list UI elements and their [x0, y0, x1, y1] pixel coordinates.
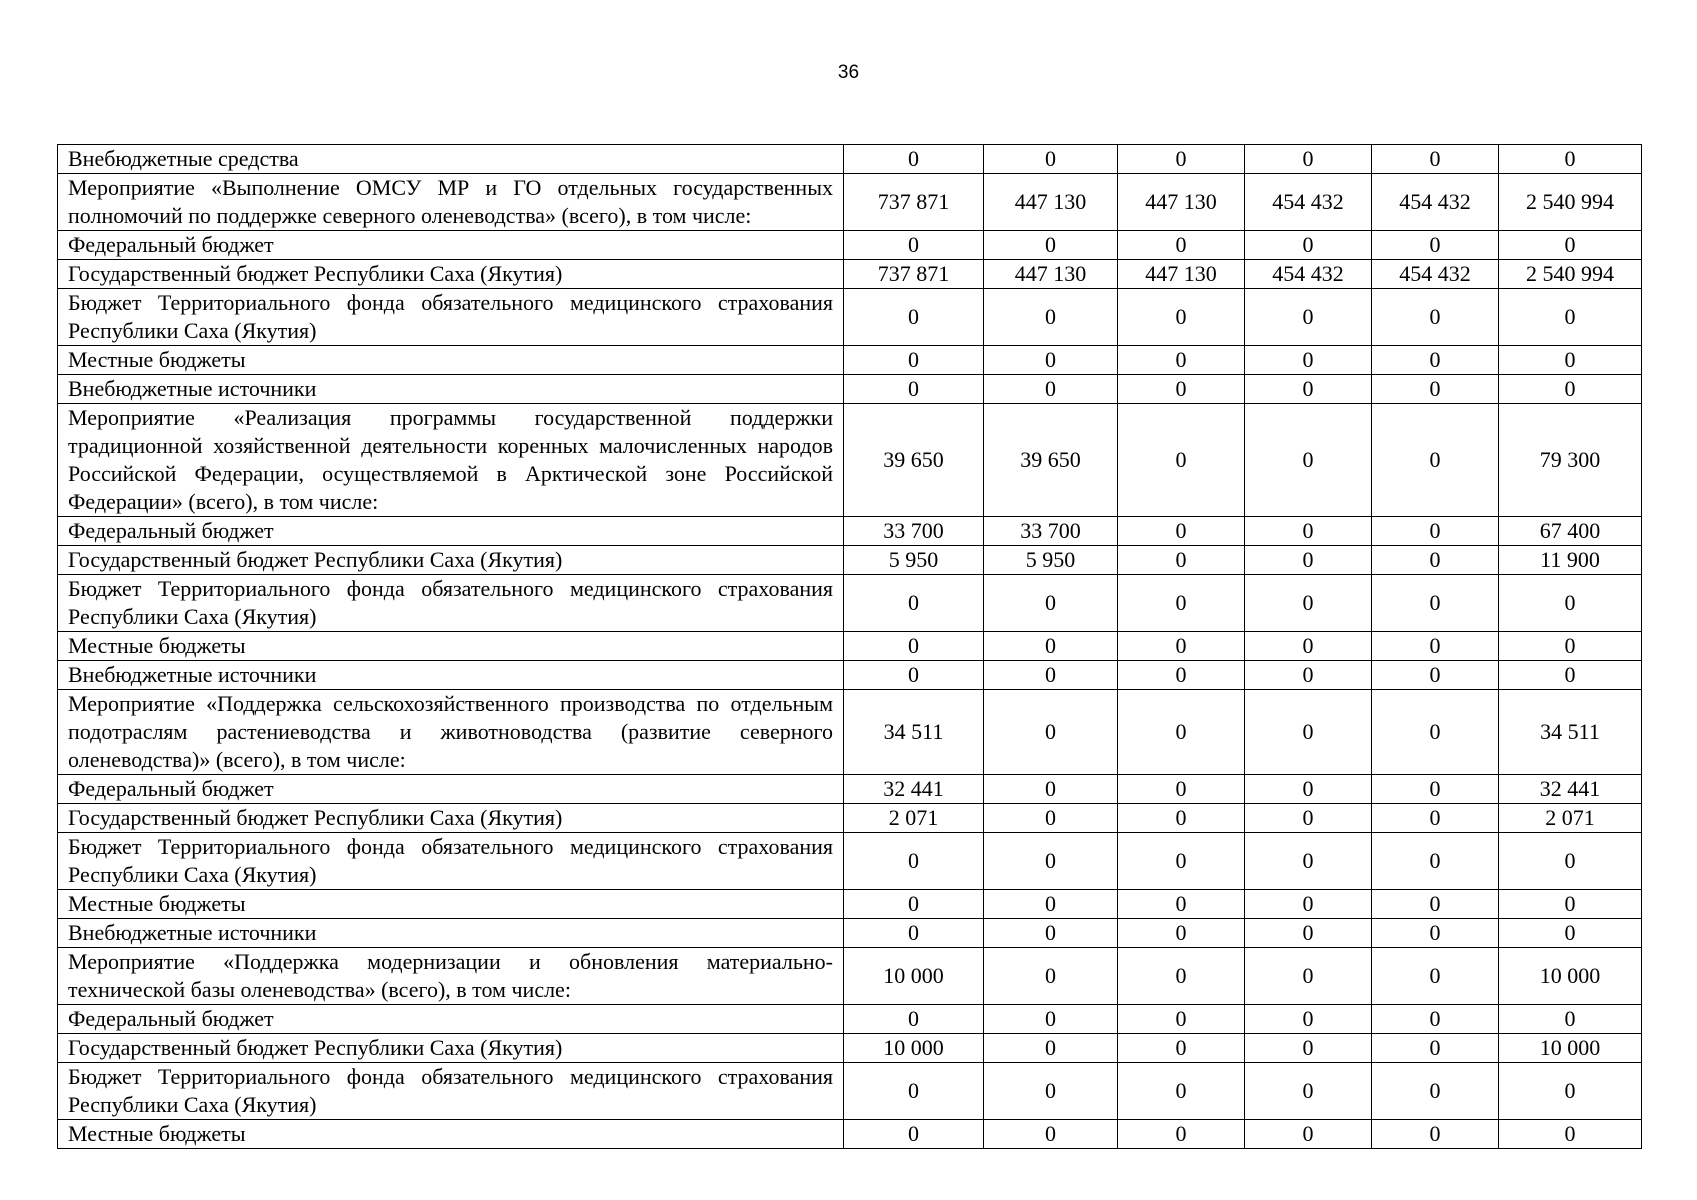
row-label: Федеральный бюджет	[58, 517, 844, 546]
table-cell-value: 0	[1245, 404, 1372, 517]
row-label: Внебюджетные источники	[58, 919, 844, 948]
table-cell-value: 0	[1372, 1005, 1499, 1034]
table-row	[58, 289, 1642, 346]
table-cell-value: 0	[1499, 1063, 1642, 1120]
table-cell-value: 454 432	[1372, 174, 1499, 231]
table-cell-value: 0	[1118, 231, 1245, 260]
table-cell-value: 0	[1499, 145, 1642, 174]
table-cell-value: 0	[1118, 632, 1245, 661]
table-cell-value: 0	[1499, 1005, 1642, 1034]
row-label: Местные бюджеты	[58, 1120, 844, 1149]
table-row	[58, 546, 1642, 575]
row-label: Внебюджетные источники	[58, 661, 844, 690]
table-cell-value: 0	[1118, 775, 1245, 804]
table-cell-value: 0	[1372, 804, 1499, 833]
table-cell-value: 0	[1118, 890, 1245, 919]
table-row	[58, 833, 1642, 890]
table-row	[58, 948, 1642, 1005]
table-cell-value: 0	[1118, 375, 1245, 404]
row-label: Федеральный бюджет	[58, 1005, 844, 1034]
table-cell-value: 33 700	[844, 517, 984, 546]
table-cell-value: 0	[1499, 919, 1642, 948]
table-cell-value: 0	[1499, 661, 1642, 690]
table-cell-value: 0	[1372, 375, 1499, 404]
table-cell-value: 0	[844, 1120, 984, 1149]
table-row	[58, 890, 1642, 919]
table-row	[58, 1120, 1642, 1149]
table-cell-value: 0	[844, 231, 984, 260]
table-cell-value: 0	[984, 890, 1118, 919]
table-cell-value: 447 130	[1118, 174, 1245, 231]
table-cell-value: 0	[1245, 575, 1372, 632]
table-cell-value: 0	[1372, 661, 1499, 690]
row-label: Мероприятие «Поддержка модернизации и обновления материально-технической базы оленеводства» (всего), в том числе:	[58, 948, 844, 1005]
table-cell-value: 0	[1499, 231, 1642, 260]
table-cell-value: 11 900	[1499, 546, 1642, 575]
table-cell-value: 2 540 994	[1499, 260, 1642, 289]
table-cell-value: 33 700	[984, 517, 1118, 546]
table-cell-value: 0	[1372, 231, 1499, 260]
table-cell-value: 0	[1118, 1005, 1245, 1034]
table-row	[58, 1005, 1642, 1034]
table-cell-value: 0	[1245, 1005, 1372, 1034]
table-cell-value: 0	[1118, 145, 1245, 174]
table-cell-value: 0	[1245, 145, 1372, 174]
table-cell-value: 454 432	[1372, 260, 1499, 289]
table-cell-value: 0	[984, 775, 1118, 804]
table-cell-value: 0	[1372, 1063, 1499, 1120]
table-cell-value: 0	[984, 919, 1118, 948]
table-row	[58, 690, 1642, 775]
table-cell-value: 0	[1499, 632, 1642, 661]
table-cell-value: 0	[1245, 1120, 1372, 1149]
table-cell-value: 0	[844, 632, 984, 661]
table-cell-value: 39 650	[844, 404, 984, 517]
row-label: Бюджет Территориального фонда обязательного медицинского страхования Республики Саха (Якутия)	[58, 289, 844, 346]
table-cell-value: 0	[1118, 1034, 1245, 1063]
table-cell-value: 0	[1372, 890, 1499, 919]
table-cell-value: 0	[1245, 1034, 1372, 1063]
table-cell-value: 0	[1245, 948, 1372, 1005]
row-label: Местные бюджеты	[58, 632, 844, 661]
table-cell-value: 0	[1245, 661, 1372, 690]
table-row	[58, 375, 1642, 404]
table-cell-value: 0	[844, 919, 984, 948]
table-cell-value: 0	[1499, 575, 1642, 632]
row-label: Внебюджетные средства	[58, 145, 844, 174]
table-cell-value: 0	[984, 1063, 1118, 1120]
table-cell-value: 0	[844, 833, 984, 890]
table-cell-value: 0	[1372, 948, 1499, 1005]
table-cell-value: 0	[1245, 231, 1372, 260]
table-cell-value: 0	[1245, 632, 1372, 661]
table-cell-value: 0	[1118, 661, 1245, 690]
table-cell-value: 0	[1372, 775, 1499, 804]
table-cell-value: 0	[984, 948, 1118, 1005]
table-cell-value: 0	[1372, 1120, 1499, 1149]
table-cell-value: 0	[1499, 346, 1642, 375]
budget-table-body	[58, 145, 1642, 1149]
table-cell-value: 0	[844, 145, 984, 174]
table-cell-value: 0	[1372, 1034, 1499, 1063]
table-cell-value: 0	[1372, 575, 1499, 632]
table-cell-value: 10 000	[844, 1034, 984, 1063]
row-label: Государственный бюджет Республики Саха (Якутия)	[58, 1034, 844, 1063]
row-label: Бюджет Территориального фонда обязательного медицинского страхования Республики Саха (Якутия)	[58, 1063, 844, 1120]
table-cell-value: 0	[1245, 346, 1372, 375]
table-cell-value: 0	[844, 1005, 984, 1034]
table-cell-value: 0	[1372, 690, 1499, 775]
row-label: Внебюджетные источники	[58, 375, 844, 404]
table-cell-value: 2 540 994	[1499, 174, 1642, 231]
table-cell-value: 0	[984, 632, 1118, 661]
row-label: Мероприятие «Выполнение ОМСУ МР и ГО отдельных государственных полномочий по поддержке северного оленеводства» (всего), в том числе:	[58, 174, 844, 231]
row-label: Государственный бюджет Республики Саха (Якутия)	[58, 546, 844, 575]
table-cell-value: 0	[1245, 546, 1372, 575]
table-cell-value: 0	[1245, 833, 1372, 890]
table-cell-value: 0	[1372, 404, 1499, 517]
table-row	[58, 919, 1642, 948]
table-cell-value: 0	[1372, 919, 1499, 948]
row-label: Местные бюджеты	[58, 346, 844, 375]
table-row	[58, 632, 1642, 661]
page-number: 36	[837, 62, 860, 83]
table-cell-value: 0	[844, 346, 984, 375]
table-cell-value: 0	[1245, 517, 1372, 546]
table-cell-value: 0	[1118, 690, 1245, 775]
table-cell-value: 0	[984, 1034, 1118, 1063]
table-cell-value: 0	[1372, 833, 1499, 890]
table-cell-value: 0	[1372, 346, 1499, 375]
table-cell-value: 0	[844, 1063, 984, 1120]
row-label: Местные бюджеты	[58, 890, 844, 919]
table-cell-value: 0	[1499, 890, 1642, 919]
table-cell-value: 0	[984, 289, 1118, 346]
row-label: Государственный бюджет Республики Саха (Якутия)	[58, 260, 844, 289]
table-cell-value: 0	[1245, 775, 1372, 804]
table-row	[58, 346, 1642, 375]
table-cell-value: 0	[844, 575, 984, 632]
table-cell-value: 0	[1118, 404, 1245, 517]
table-cell-value: 0	[984, 145, 1118, 174]
table-cell-value: 0	[984, 346, 1118, 375]
table-cell-value: 0	[1118, 919, 1245, 948]
table-cell-value: 0	[1372, 145, 1499, 174]
table-cell-value: 0	[1245, 1063, 1372, 1120]
table-cell-value: 454 432	[1245, 260, 1372, 289]
table-cell-value: 32 441	[1499, 775, 1642, 804]
table-cell-value: 0	[1118, 1120, 1245, 1149]
row-label: Бюджет Территориального фонда обязательного медицинского страхования Республики Саха (Якутия)	[58, 833, 844, 890]
table-cell-value: 10 000	[844, 948, 984, 1005]
table-cell-value: 0	[984, 1120, 1118, 1149]
table-row	[58, 517, 1642, 546]
table-cell-value: 0	[1499, 833, 1642, 890]
row-label: Федеральный бюджет	[58, 231, 844, 260]
table-cell-value: 0	[984, 375, 1118, 404]
table-cell-value: 5 950	[844, 546, 984, 575]
table-row	[58, 804, 1642, 833]
table-cell-value: 0	[1372, 517, 1499, 546]
table-cell-value: 0	[984, 833, 1118, 890]
table-row	[58, 260, 1642, 289]
row-label: Мероприятие «Поддержка сельскохозяйственного производства по отдельным подотраслям растениеводства и животноводства (развитие северного оленеводства)» (всего), в том числе:	[58, 690, 844, 775]
table-cell-value: 0	[1118, 289, 1245, 346]
table-cell-value: 0	[984, 804, 1118, 833]
table-cell-value: 0	[844, 890, 984, 919]
table-cell-value: 0	[1118, 346, 1245, 375]
table-row	[58, 775, 1642, 804]
table-row	[58, 575, 1642, 632]
table-cell-value: 0	[1499, 289, 1642, 346]
table-cell-value: 447 130	[1118, 260, 1245, 289]
table-cell-value: 0	[1372, 632, 1499, 661]
row-label: Бюджет Территориального фонда обязательного медицинского страхования Республики Саха (Якутия)	[58, 575, 844, 632]
table-cell-value: 34 511	[1499, 690, 1642, 775]
table-row	[58, 145, 1642, 174]
table-cell-value: 0	[984, 1005, 1118, 1034]
table-cell-value: 0	[844, 661, 984, 690]
table-cell-value: 2 071	[844, 804, 984, 833]
table-cell-value: 0	[1245, 289, 1372, 346]
table-cell-value: 10 000	[1499, 948, 1642, 1005]
table-cell-value: 0	[1245, 690, 1372, 775]
table-cell-value: 737 871	[844, 260, 984, 289]
table-cell-value: 447 130	[984, 174, 1118, 231]
table-cell-value: 0	[984, 661, 1118, 690]
table-cell-value: 0	[1118, 575, 1245, 632]
table-row	[58, 174, 1642, 231]
table-cell-value: 0	[1372, 289, 1499, 346]
table-cell-value: 0	[1499, 1120, 1642, 1149]
table-cell-value: 0	[1118, 833, 1245, 890]
table-cell-value: 0	[1118, 804, 1245, 833]
table-cell-value: 34 511	[844, 690, 984, 775]
table-cell-value: 0	[984, 690, 1118, 775]
table-cell-value: 2 071	[1499, 804, 1642, 833]
table-cell-value: 0	[1118, 1063, 1245, 1120]
row-label: Федеральный бюджет	[58, 775, 844, 804]
table-cell-value: 0	[1372, 546, 1499, 575]
table-cell-value: 0	[1245, 375, 1372, 404]
table-row	[58, 1063, 1642, 1120]
table-cell-value: 0	[1118, 948, 1245, 1005]
table-cell-value: 0	[844, 289, 984, 346]
table-cell-value: 0	[844, 375, 984, 404]
row-label: Мероприятие «Реализация программы государственной поддержки традиционной хозяйственной деятельности коренных малочисленных народов Российской Федерации, осуществляемой в Арктической зоне Российской Федерации» (всего), в том числе:	[58, 404, 844, 517]
row-label: Государственный бюджет Республики Саха (Якутия)	[58, 804, 844, 833]
table-cell-value: 0	[1118, 517, 1245, 546]
table-cell-value: 0	[1118, 546, 1245, 575]
table-cell-value: 79 300	[1499, 404, 1642, 517]
table-cell-value: 10 000	[1499, 1034, 1642, 1063]
table-cell-value: 0	[1245, 890, 1372, 919]
table-row	[58, 231, 1642, 260]
table-cell-value: 5 950	[984, 546, 1118, 575]
budget-table	[57, 144, 1642, 1149]
table-cell-value: 0	[1499, 375, 1642, 404]
table-cell-value: 447 130	[984, 260, 1118, 289]
table-cell-value: 0	[984, 575, 1118, 632]
table-cell-value: 67 400	[1499, 517, 1642, 546]
table-row	[58, 404, 1642, 517]
table-cell-value: 454 432	[1245, 174, 1372, 231]
table-cell-value: 737 871	[844, 174, 984, 231]
table-row	[58, 661, 1642, 690]
table-cell-value: 39 650	[984, 404, 1118, 517]
table-cell-value: 32 441	[844, 775, 984, 804]
table-cell-value: 0	[1245, 804, 1372, 833]
table-row	[58, 1034, 1642, 1063]
table-cell-value: 0	[984, 231, 1118, 260]
table-cell-value: 0	[1245, 919, 1372, 948]
